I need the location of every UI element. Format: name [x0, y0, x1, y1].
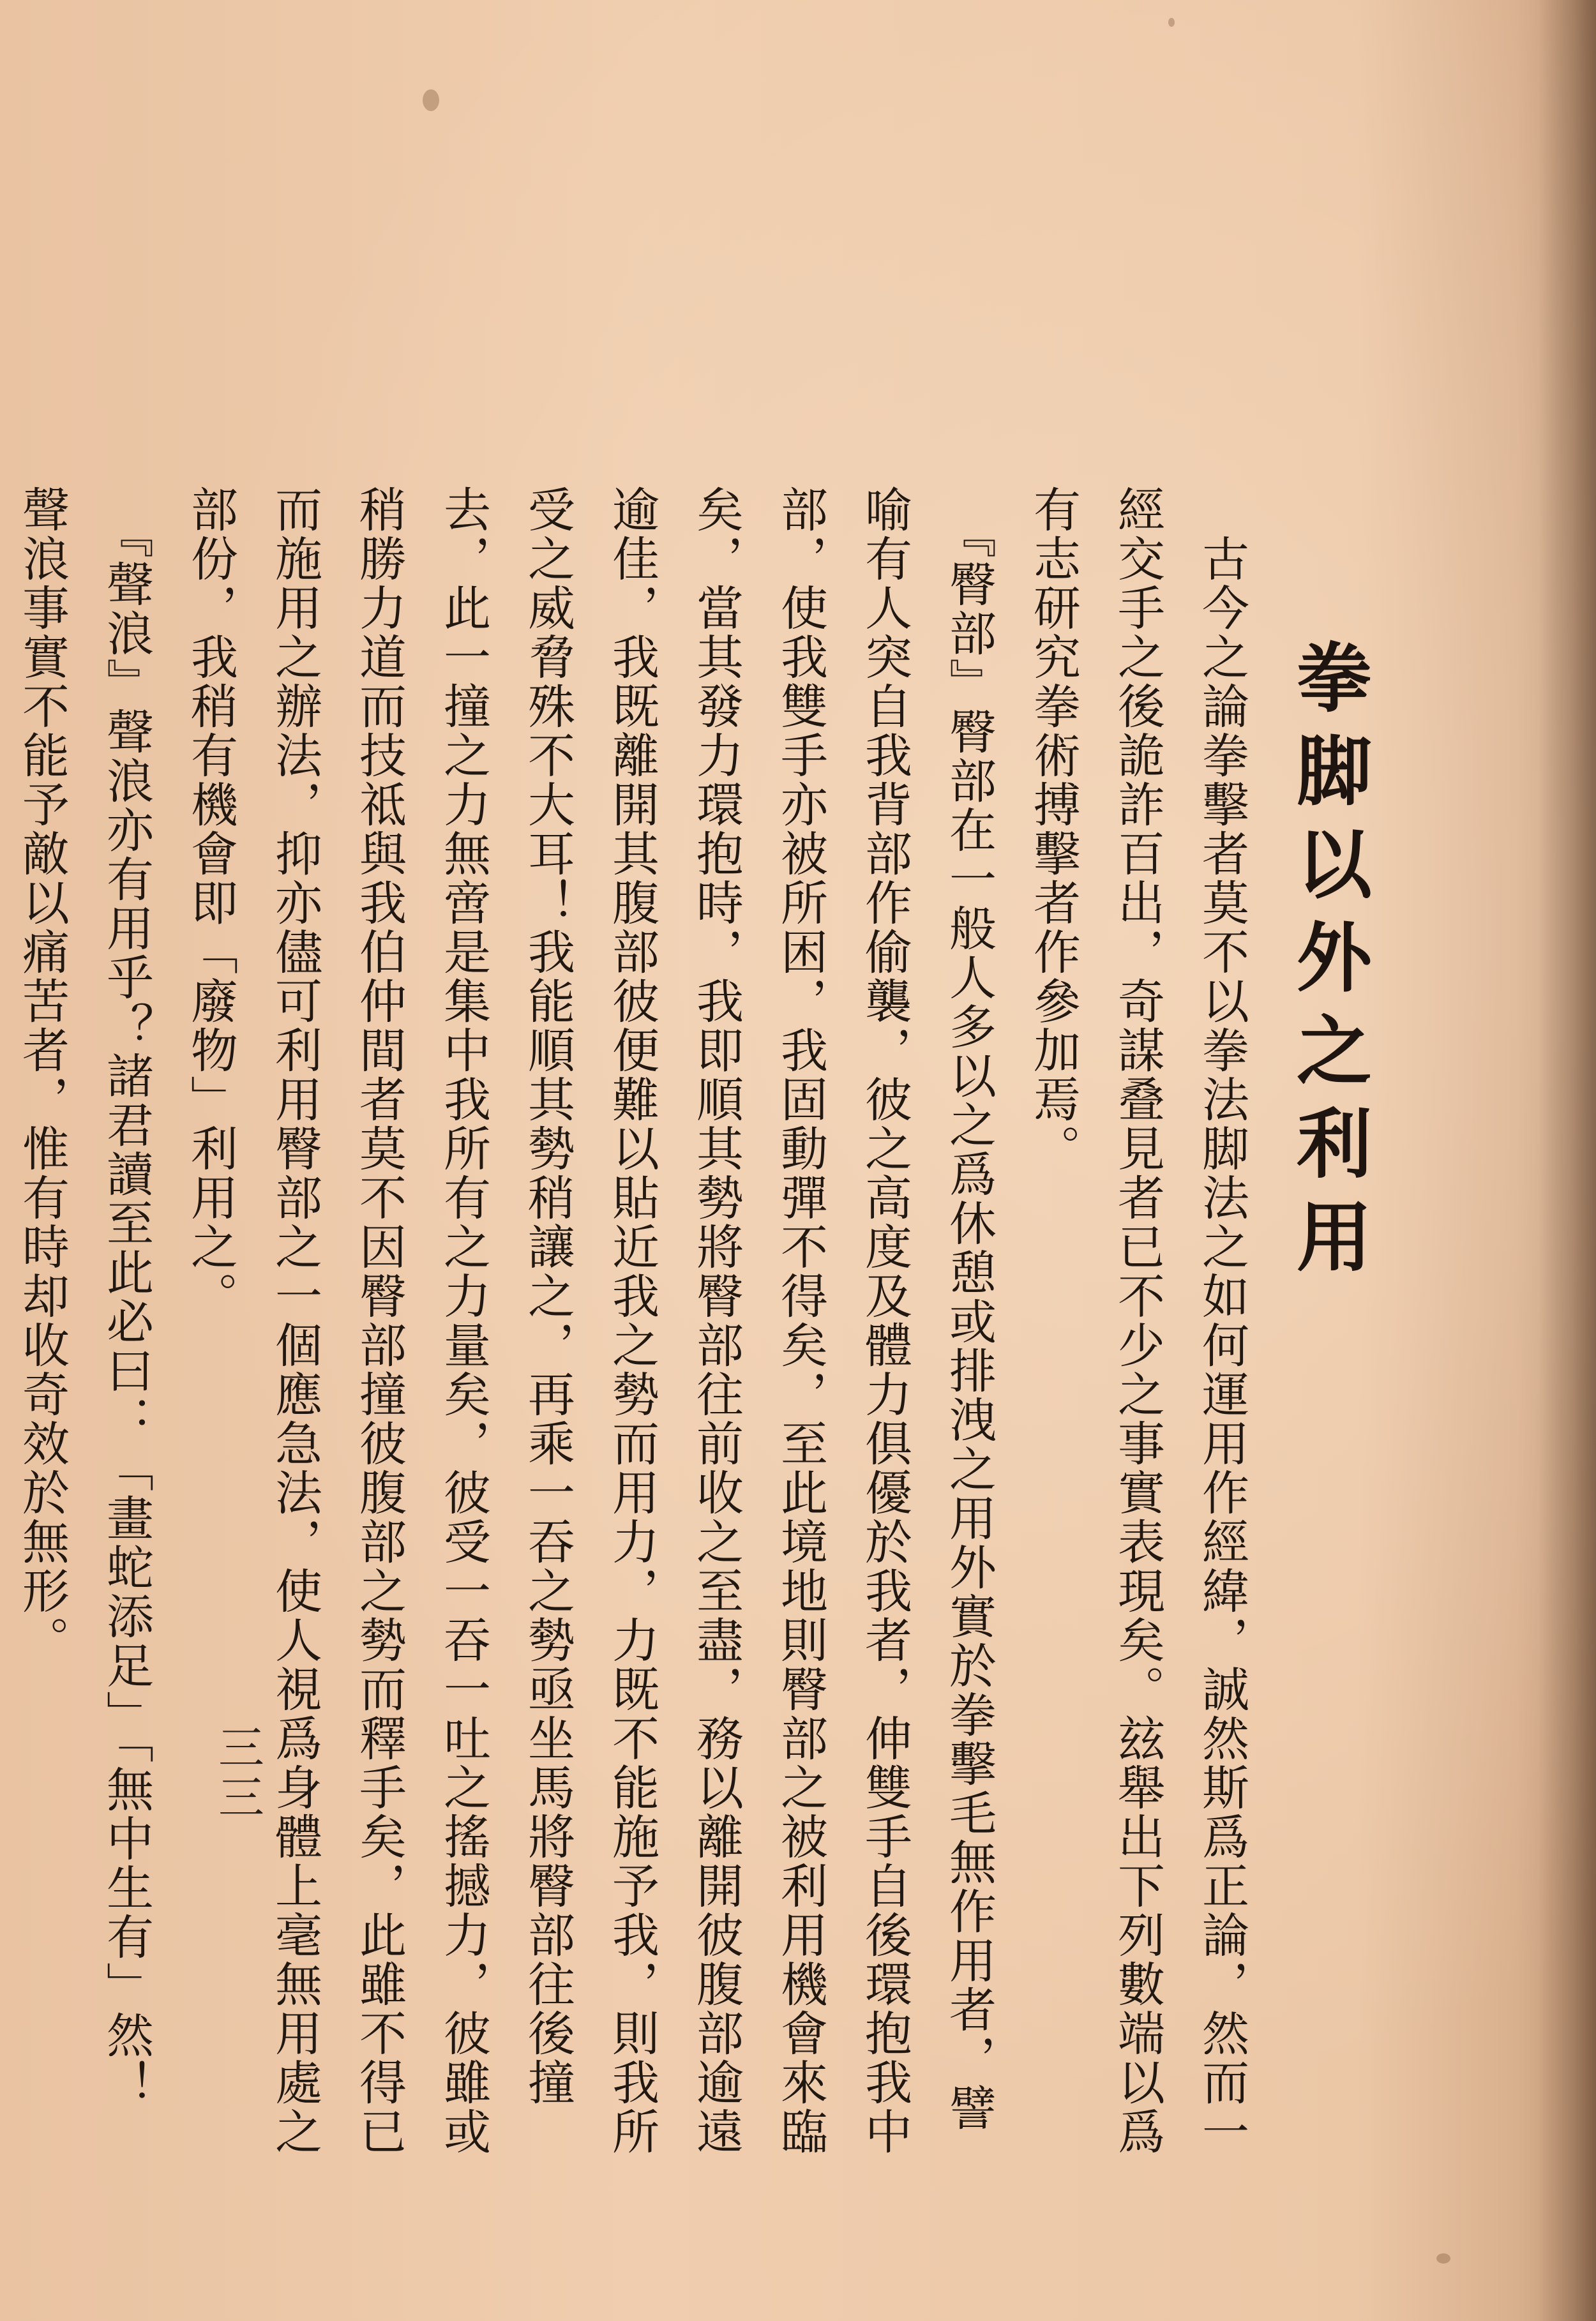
- paragraph-intro: 古今之論拳擊者莫不以拳法脚法之如何運用作經緯，誠然斯爲正論，然而一經交手之後詭詐百出，奇謀叠見者已不少之事實表現矣。玆舉出下列數端以爲有志研究拳術搏擊者作參加焉。: [1026, 485, 1249, 2156]
- paper-stain: [423, 89, 439, 111]
- page-title: 拳脚以外之利用: [1284, 638, 1373, 1291]
- paragraph-voice: 『聲浪』聲浪亦有用乎？諸君讀至此必曰：「畫蛇添足」「無中生有」然！聲浪事實不能予敵以痛苦者，惟有時却收奇效於無形。: [15, 485, 154, 2109]
- spine-shadow: [1539, 0, 1596, 2321]
- page-number: 三三: [211, 1724, 264, 1823]
- paragraph-buttocks: 『臀部』臀部在一般人多以之爲休憩或排洩之用外實於拳擊毛無作用者，譬喻有人突自我背部作偷襲，彼之高度及體力俱優於我者，伸雙手自後環抱我中部，使我雙手亦被所困，我固動彈不得矣，至此境地則臀部之被利用機會來臨矣，當其發力環抱時，我即順其勢將臀部往前收之至盡，務以離開彼腹部逾遠逾佳，我既離開其腹部彼便難以貼近我之勢而用力，力既不能施予我，則我所受之威脅殊不大耳！我能順其勢稍讓之，再乘一吞之勢亟坐馬將臀部往後撞去，此一撞之力無啻是集中我所有之力量矣，彼受一吞一吐之搖撼力，彼雖或稍勝力道而技祗與我伯仲間者莫不因臀部撞彼腹部之勢而釋手矣，此雖不得已而施用之辦法，抑亦儘可利用臀部之一個應急法，使人視爲身體上毫無用處之部份，我稍有機會即「廢物」利用之。: [183, 485, 997, 2156]
- body-text: [0, 485, 1264, 2158]
- paper-stain: [1436, 2253, 1450, 2264]
- paper-stain: [1168, 18, 1175, 27]
